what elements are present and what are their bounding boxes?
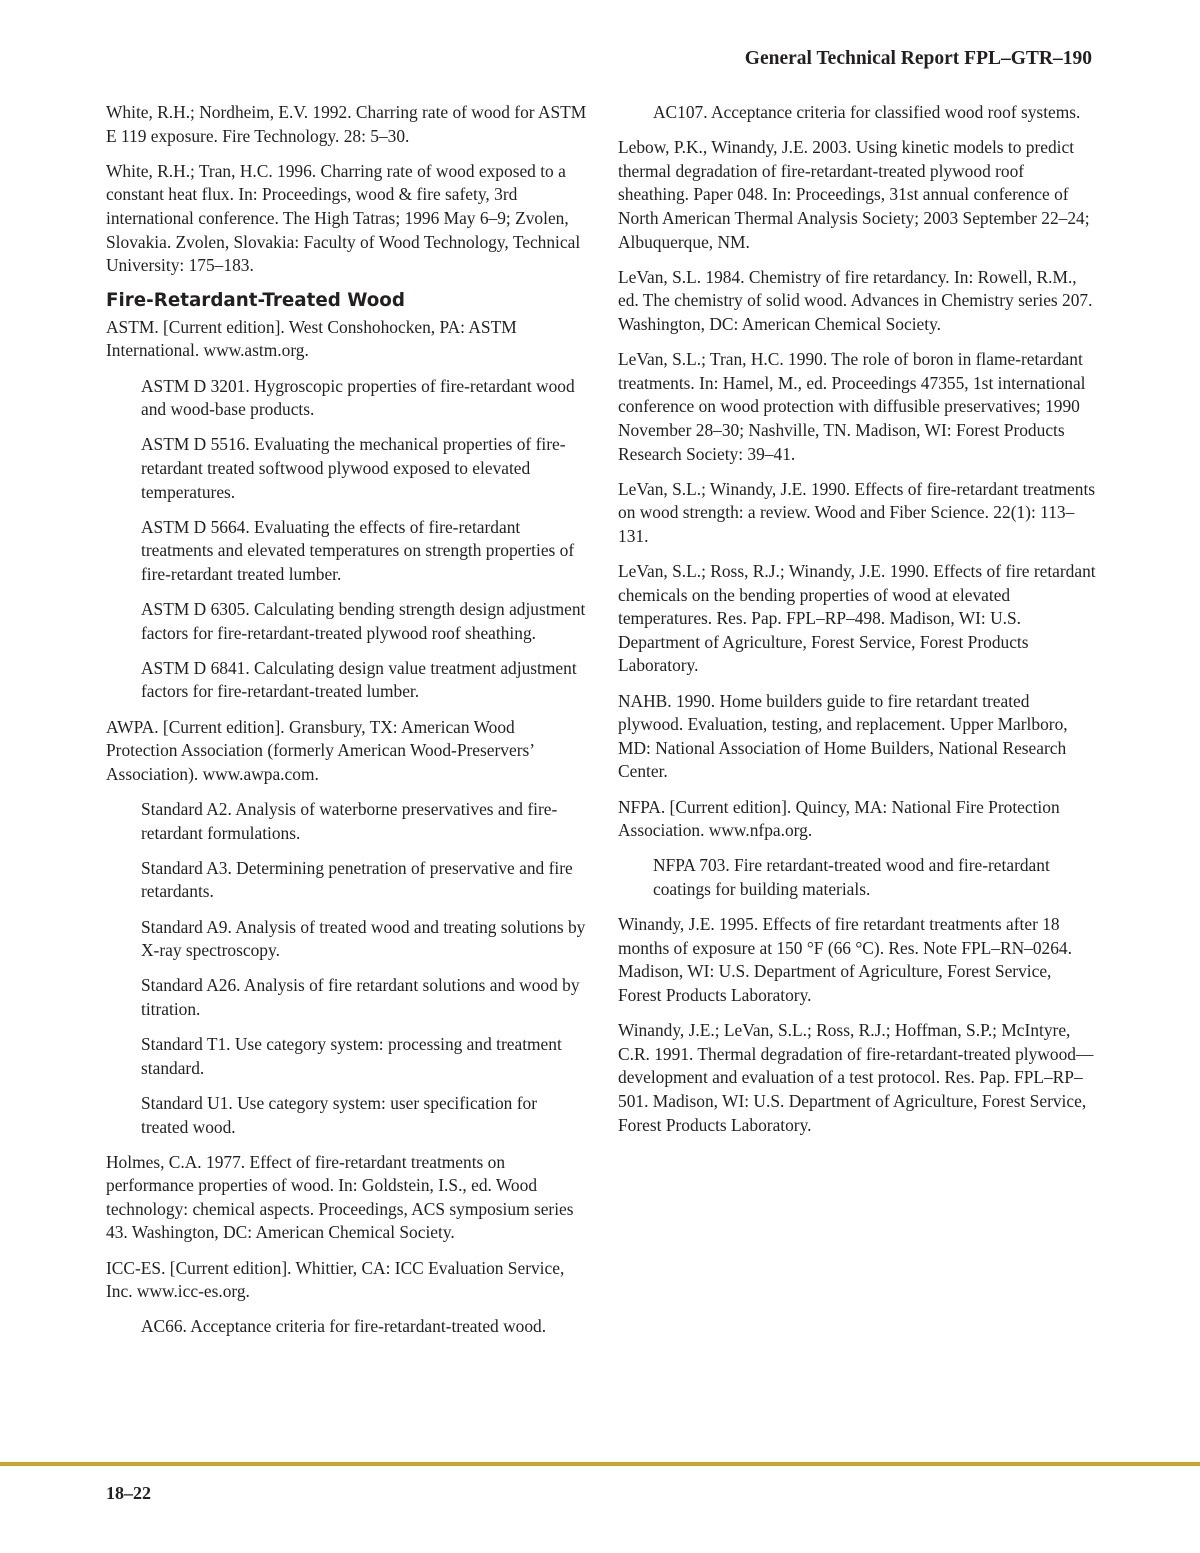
reference-entry: ICC-ES. [Current edition]. Whittier, CA: ICC Evaluation Service, Inc. www.icc-es.org. — [106, 1257, 565, 1302]
reference-entry: LeVan, S.L.; Tran, H.C. 1990. The role of boron in flame-retardant treatments. In: Hamel, M., ed. Proceedings 47355, 1st international conference on wood protection with diffusible preservatives; 1990 November 28–30; Nashville, TN. Madison, WI: Forest Products Research Society: 39–41. — [618, 349, 1086, 464]
reference-subentry: Standard A26. Analysis of fire retardant solutions and wood by titration. — [141, 975, 580, 1019]
reference-subentry: AC66. Acceptance criteria for fire-retardant-treated wood. — [141, 1316, 547, 1337]
reference-entry: Lebow, P.K., Winandy, J.E. 2003. Using kinetic models to predict thermal degradation of fire-retardant-treated plywood roof sheathing. Paper 048. In: Proceedings, 31st annual conference of North American Thermal Analysis Society; 2003 September 22–24; Albuquerque, NM. — [618, 137, 1090, 252]
reference-entry: LeVan, S.L.; Ross, R.J.; Winandy, J.E. 1990. Effects of fire retardant chemicals on the bending properties of wood at elevated temperatures. Res. Pap. FPL–RP–498. Madison, WI: U.S. Department of Agriculture, Forest Service, Forest Products Laboratory. — [618, 561, 1096, 676]
reference-entry: Holmes, C.A. 1977. Effect of fire-retardant treatments on performance properties of wood. In: Goldstein, I.S., ed. Wood technology: chemical aspects. Proceedings, ACS symposium series 43. Washington, DC: American Chemical Society. — [106, 1151, 574, 1243]
reference-entry: ASTM. [Current edition]. West Conshohocken, PA: ASTM International. www.astm.org. — [106, 316, 517, 361]
reference-subentry: Standard A9. Analysis of treated wood and treating solutions by X-ray spectroscopy. — [141, 916, 586, 961]
reference-entry: Winandy, J.E.; LeVan, S.L.; Ross, R.J.; Hoffman, S.P.; McIntyre, C.R. 1991. Thermal degradation of fire-retardant-treated plywood—development and evaluation of a test protocol. Res. Pap. FPL–RP–501. Madison, WI: U.S. Department of Agriculture, Forest Service, Forest Products Laboratory. — [618, 1020, 1094, 1135]
reference-entry: Winandy, J.E. 1995. Effects of fire retardant treatments after 18 months of exposure at 150 °F (66 °C). Res. Note FPL–RN–0264. Madison, WI: U.S. Department of Agriculture, Forest Service, Forest Products Laboratory. — [618, 914, 1072, 1005]
reference-subentry: ASTM D 5664. Evaluating the effects of fire-retardant treatments and elevated temperatures on strength properties of fire-retardant treated lumber. — [141, 516, 575, 584]
reference-subentry: ASTM D 3201. Hygroscopic properties of fire-retardant wood and wood-base products. — [141, 375, 575, 420]
reference-subentry: ASTM D 6305. Calculating bending strength design adjustment factors for fire-retardant-treated plywood roof sheathing. — [141, 599, 586, 643]
reference-subentry: ASTM D 6841. Calculating design value treatment adjustment factors for fire-retardant-treated lumber. — [141, 657, 577, 702]
reference-entry: LeVan, S.L.; Winandy, J.E. 1990. Effects of fire-retardant treatments on wood strength: a review. Wood and Fiber Science. 22(1): 113–131. — [618, 478, 1096, 546]
section-heading: Fire-Retardant-Treated Wood — [106, 289, 405, 311]
reference-subentry: AC107. Acceptance criteria for classified wood roof systems. — [653, 102, 1081, 122]
running-head: General Technical Report FPL–GTR–190 — [744, 48, 1092, 69]
reference-subentry: Standard U1. Use category system: user specification for treated wood. — [141, 1092, 538, 1137]
reference-subentry: Standard A3. Determining penetration of preservative and fire retardants. — [141, 857, 573, 902]
reference-subentry: ASTM D 5516. Evaluating the mechanical properties of fire-retardant treated softwood plywood exposed to elevated temperatures. — [141, 434, 566, 502]
reference-entry: AWPA. [Current edition]. Gransbury, TX: American Wood Protection Association (formerly American Wood-Preservers’ Association). www.awpa.com. — [106, 716, 534, 784]
reference-entry: White, R.H.; Tran, H.C. 1996. Charring rate of wood exposed to a constant heat flux. In: Proceedings, wood & fire safety, 3rd international conference. The High Tatras; 1996 May 6–9; Zvolen, Slovakia. Zvolen, Slovakia: Faculty of Wood Technology, Technical University: 175–183. — [106, 160, 581, 276]
reference-entry: NFPA. [Current edition]. Quincy, MA: National Fire Protection Association. www.nfpa.org. — [618, 796, 1060, 841]
reference-subentry: Standard A2. Analysis of waterborne preservatives and fire-retardant formulations. — [141, 799, 558, 843]
reference-entry: White, R.H.; Nordheim, E.V. 1992. Charring rate of wood for ASTM E 119 exposure. Fire Technology. 28: 5–30. — [106, 102, 587, 146]
reference-entry: NAHB. 1990. Home builders guide to fire retardant treated plywood. Evaluation, testing, and replacement. Upper Marlboro, MD: National Association of Home Builders, National Research Center. — [618, 690, 1068, 782]
reference-subentry: Standard T1. Use category system: processing and treatment standard. — [141, 1034, 562, 1078]
footer-rule — [0, 1462, 1200, 1466]
left-column — [106, 101, 588, 1351]
reference-subentry: NFPA 703. Fire retardant-treated wood and fire-retardant coatings for building materials. — [653, 855, 1050, 899]
reference-entry: LeVan, S.L. 1984. Chemistry of fire retardancy. In: Rowell, R.M., ed. The chemistry of solid wood. Advances in Chemistry series 207. Washington, DC: American Chemical Society. — [618, 266, 1093, 334]
page-number: 18–22 — [106, 1483, 151, 1503]
right-column — [618, 101, 1098, 1149]
